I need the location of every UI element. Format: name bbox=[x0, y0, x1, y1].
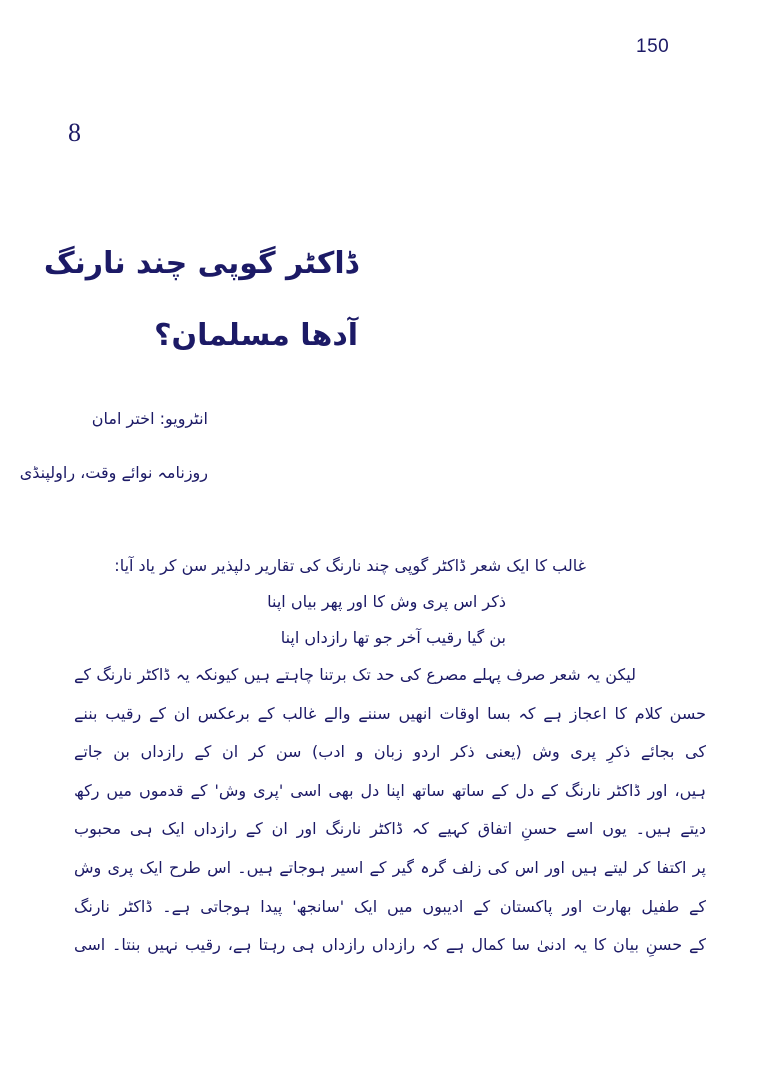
body-line-3: کی بجائے ذکرِ پری وش (یعنی ذکر اردو زبان و ادب) سن کر ان کے رازداں بن جاتے bbox=[74, 742, 706, 762]
body-line-1: لیکن یہ شعر صرف پہلے مصرع کی حد تک برتنا چاہتے ہیں کیونکہ یہ ڈاکٹر نارنگ کے bbox=[74, 665, 636, 684]
body-line-4: ہیں، اور ڈاکٹر نارنگ کے دل کے ساتھ ساتھ اپنا دل بھی اسی 'پری وش' کے قدموں میں رکھ bbox=[74, 780, 706, 800]
source-credit: روزنامہ نوائے وقت، راولپنڈی bbox=[19, 463, 208, 482]
credits bbox=[18, 392, 208, 500]
body-line-5: دیتے ہیں۔ یوں اسے حسنِ اتفاق کہیے کہ ڈاکٹر نارنگ اور ان کے رازداں ایک ہی محبوب bbox=[74, 819, 706, 839]
chapter-title bbox=[38, 228, 358, 372]
verse-line-2: بن گیا رقیب آخر جو تھا رازداں اپنا bbox=[280, 628, 506, 647]
interviewer-credit: انٹرویو: اختر امان bbox=[91, 409, 208, 428]
body-line-6: پر اکتفا کر لیتے ہیں اور اس کی زلف گرہ گیر کے اسیر ہوجاتے ہیں۔ اس طرح ایک پری وش bbox=[74, 857, 706, 877]
title-line-2: آدھا مسلمان؟ bbox=[154, 318, 358, 353]
body-line-8: کے حسنِ بیان کا یہ ادنیٰ سا کمال ہے کہ رازداں رازداں ہی رہتا ہے، رقیب نہیں بنتا۔ اسی bbox=[74, 935, 706, 955]
chapter-number: 8 bbox=[68, 118, 81, 147]
article-body bbox=[74, 548, 706, 965]
title-line-1: ڈاکٹر گوپی چند نارنگ bbox=[43, 246, 358, 281]
verse bbox=[74, 584, 706, 656]
intro-line: غالب کا ایک شعر ڈاکٹر گوپی چند نارنگ کی تقاریر دلپذیر سن کر یاد آیا: bbox=[114, 556, 586, 575]
body-line-2: حسن کلام کا اعجاز ہے کہ بسا اوقات انھیں سننے والے غالب کے برعکس ان کے رقیب بننے bbox=[74, 703, 706, 723]
body-line-7: کے طفیل بھارت اور پاکستان کے ادیبوں میں ایک 'سانجھ' پیدا ہوجاتی ہے۔ ڈاکٹر نارنگ bbox=[74, 896, 706, 916]
page-number: 150 bbox=[636, 36, 670, 57]
verse-line-1: ذکر اس پری وش کا اور پھر بیاں اپنا bbox=[267, 592, 506, 611]
